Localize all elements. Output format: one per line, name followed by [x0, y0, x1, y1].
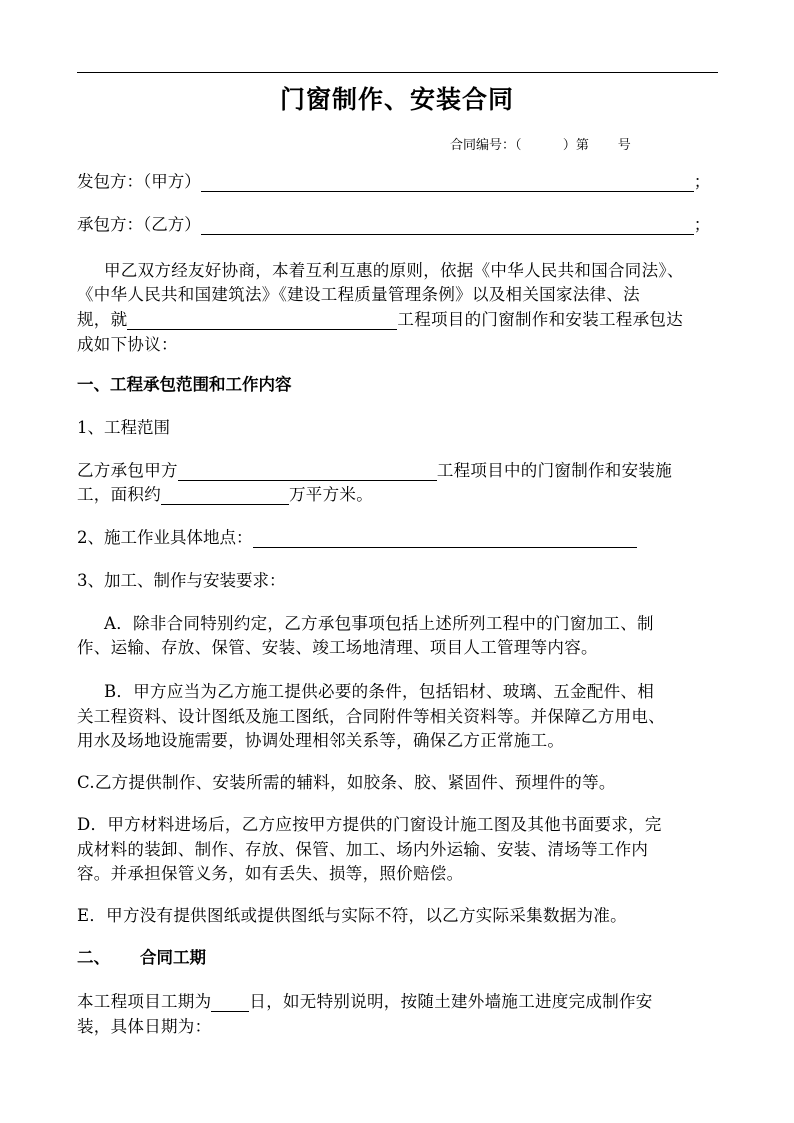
duration-days-blank [211, 993, 249, 1012]
party-a-semicolon: ； [693, 172, 711, 191]
duration-suffix: 日，如无特别说明，按随土建外墙施工进度完成制作安 [249, 992, 653, 1011]
section-2-number: 二、 [77, 948, 110, 967]
item-1-title: 1、工程范围 [77, 418, 170, 437]
preamble-line-3-suffix: 工程项目的门窗制作和安装工程承包达 [397, 310, 684, 329]
party-b-semicolon: ； [693, 215, 711, 234]
preamble-line-3 [77, 310, 683, 330]
item-e: E．甲方没有提供图纸或提供图纸与实际不符，以乙方实际采集数据为准。 [77, 906, 627, 925]
contract-number: 合同编号：（ ）第 号 [450, 138, 631, 153]
document-title: 门窗制作、安装合同 [279, 85, 514, 114]
scope-line-2-suffix: 万平方米。 [289, 485, 373, 504]
area-blank [161, 486, 289, 505]
scope-line-1 [77, 461, 672, 481]
preamble-line-3-prefix: 规，就 [77, 310, 128, 329]
preamble-line-2: 《中华人民共和国建筑法》《建设工程质量管理条例》以及相关国家法律、法 [77, 285, 640, 304]
item-d-line-1: D．甲方材料进场后，乙方应按甲方提供的门窗设计施工图及其他书面要求，完 [77, 815, 662, 834]
item-2-line [77, 528, 637, 548]
location-blank [253, 529, 637, 548]
duration-line-1 [77, 992, 653, 1012]
scope-line-2-prefix: 工，面积约 [77, 485, 161, 504]
preamble-line-1: 甲乙双方经友好协商，本着互利互惠的原则，依据《中华人民共和国合同法》、 [104, 261, 684, 280]
item-d-line-3: 容。并承担保管义务，如有丢失、损等，照价赔偿。 [77, 864, 464, 883]
party-b-line [77, 215, 710, 235]
item-2-title: 2、施工作业具体地点： [77, 528, 253, 547]
party-a-blank [201, 173, 694, 192]
preamble-line-4: 成如下协议： [77, 335, 178, 354]
section-2-heading [77, 948, 206, 968]
item-a-line-1: A．除非合同特别约定，乙方承包事项包括上述所列工程中的门窗加工、制 [104, 614, 654, 633]
party-b-label: 承包方：（乙方） [77, 215, 201, 234]
scope-line-1-prefix: 乙方承包甲方 [77, 461, 178, 480]
item-b-line-1: B．甲方应当为乙方施工提供必要的条件，包括铝材、玻璃、五金配件、相 [104, 682, 655, 701]
item-a-line-2: 作、运输、存放、保管、安装、竣工场地清理、项目人工管理等内容。 [77, 638, 598, 657]
item-3-title: 3、加工、制作与安装要求： [77, 571, 286, 590]
header-rule [77, 72, 718, 73]
party-b-blank [201, 216, 694, 235]
duration-prefix: 本工程项目工期为 [77, 992, 212, 1011]
duration-line-2: 装，具体日期为： [77, 1017, 212, 1036]
item-d-line-2: 成材料的装卸、制作、存放、保管、加工、场内外运输、安装、清场等工作内 [77, 840, 649, 859]
item-b-line-3: 用水及场地设施需要，协调处理相邻关系等，确保乙方正常施工。 [77, 731, 565, 750]
project-name-blank [127, 311, 397, 330]
scope-project-blank [178, 462, 437, 481]
section-2-title: 合同工期 [140, 948, 206, 967]
item-c: C.乙方提供制作、安装所需的辅料，如胶条、胶、紧固件、预埋件的等。 [77, 773, 616, 792]
scope-line-2 [77, 485, 373, 505]
item-b-line-2: 关工程资料、设计图纸及施工图纸，合同附件等相关资料等。并保障乙方用电、 [77, 707, 665, 726]
scope-line-1-suffix: 工程项目中的门窗制作和安装施 [436, 461, 673, 480]
party-a-label: 发包方：（甲方） [77, 172, 201, 191]
section-1-heading: 一、工程承包范围和工作内容 [77, 375, 292, 394]
party-a-line [77, 172, 710, 192]
